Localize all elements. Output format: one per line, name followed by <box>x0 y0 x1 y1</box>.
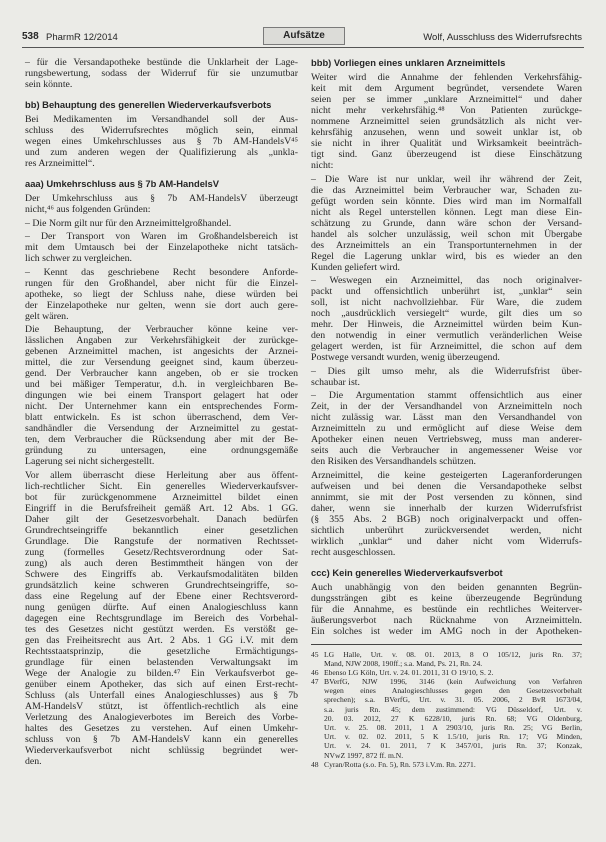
text-line: schaubar ist. <box>311 376 360 388</box>
text-line: – Weswegen ein Arzneimittel, das noch originalver- <box>311 275 582 286</box>
text-line: schluss von § 7b AM-HandelsV kann ein generelles <box>25 733 298 745</box>
text-line: sein könnte. <box>25 79 73 90</box>
paragraph <box>311 366 582 388</box>
text-line: tigt sind. Ganz überzeugend ist diese Einschätzung <box>311 149 582 160</box>
text-line: den Risiken des Versandhandels schützen. <box>311 456 476 467</box>
paragraph <box>311 72 582 171</box>
footnote-line: wegen eines Analogieschlusses gegen den Gesetzesvorbehalt <box>324 686 582 696</box>
text-line: Der Umkehrschluss aus § 7b AM-HandelsV überzeugt <box>25 193 298 204</box>
text-line: seits auch die Verbraucher in angemessener Weise vor <box>311 445 582 456</box>
text-line: haltes des Gesetzes zu verstehen. Auf einen Umkehr- <box>25 722 298 734</box>
text-line: gen das Freiheitsrecht aus Art. 2 Abs. 1 GG i.V. mit dem <box>25 634 298 646</box>
text-line: dass eine Regelung auf der Ebene einer Rechtsverord- <box>25 590 298 602</box>
text-line: gefügt worden sein könnte. Dies wird man im Normalfall <box>311 195 582 207</box>
text-line: dagegen eine Rechtsgrundlage im Bereich des Vorbehal- <box>25 612 298 624</box>
text-line: Ein solches ist weder im AMG noch in der Apotheken- <box>311 625 582 637</box>
text-line: schluss des Widerrufsrechtes möglich sein, einmal <box>25 125 298 136</box>
text-line: wegen eines Umkehrschlusses aus § 7b AM-HandelsV⁴⁵ <box>25 136 298 147</box>
section-label: Aufsätze <box>263 27 345 45</box>
text-line: blatt entwickeln. Es ist schon überraschend, dem Ver- <box>25 412 298 423</box>
footnote <box>311 668 582 677</box>
text-line: zung) als auch deren Bestimmtheit hängen von der <box>25 557 298 569</box>
text-line: gelagert werden, ist für Arzneimittel, die schon auf dem <box>311 341 582 352</box>
text-line: Eingriff in die Berufsfreiheit gemäß Art. 12 Abs. 1 GG. <box>25 502 298 514</box>
text-line: für die Annahme, es bestünde ein rechtliches Weiterver- <box>311 603 582 615</box>
text-line: nicht mehr verkehrsfähig.⁴⁸ Von Patienten zurückge- <box>311 105 582 116</box>
text-line: Weiter wird die Annahme der fehlenden Verkehrsfähig- <box>311 72 582 83</box>
text-line: dingungen wie bei einem Transport gelagert hat oder <box>25 390 298 401</box>
text-line: gründung zu untersagen, eine ordnungsgemäße <box>25 445 298 456</box>
paragraph <box>25 267 298 322</box>
text-line: Zeit, in der der Versandhandel von Arzneimitteln noch <box>311 401 582 412</box>
footnote-line: BVerfG, NJW 1996, 3146 (kein Aufweichung von Verfahren <box>324 677 582 687</box>
footnote-number: 46 <box>311 667 319 677</box>
text-line: genüber einem Apotheker, das sich auf einen Erst-recht- <box>25 678 298 690</box>
text-line: dungssträngen gibt es keine überzeugende Begründung <box>311 592 582 604</box>
paragraph <box>311 390 582 467</box>
text-line: zung (formelles Gesetz/Rechtsverordnung oder Sat- <box>25 546 298 558</box>
text-line: Postwege versandt wurden, wenig überzeugend. <box>311 352 500 363</box>
footnote-text <box>324 760 582 769</box>
footnote-number: 48 <box>311 759 319 769</box>
text-line: Wiederverkaufsverbot nicht schlüssig begründet wer- <box>25 744 298 756</box>
paragraph <box>25 57 298 90</box>
footnote-line: LG Halle, Urt. v. 08. 01. 2013, 8 O 105/12, juris Rn. 37; <box>324 649 582 659</box>
footnote-number: 47 <box>311 677 319 687</box>
text-line: ten, dem Verbraucher die Rücksendung aber mit der Be- <box>25 434 298 445</box>
footnote-line: 20. 03. 2012, 27 K 6228/10, juris Rn. 68; VG Oldenburg, <box>324 713 582 723</box>
paragraph <box>25 114 298 169</box>
text-line: Schwere des Eingriffs ab. Verkaufsmodalitäten bilden <box>25 568 298 580</box>
text-line: mehr. Der Hinweis, die Arzneimittel würden beim Kun- <box>311 319 582 330</box>
text-line: daher, wenn sie innerhalb der kurzen Widerrufsfrist <box>311 502 582 514</box>
header-rule <box>22 47 584 48</box>
text-line: seien per se immer „unklare Arzneimittel“ und daher <box>311 94 582 105</box>
text-line: apotheke, so liegt der Schluss nahe, diese würden bei <box>25 288 298 300</box>
text-line: die das Arzneimittel beim Verbraucher war, Schaden zu- <box>311 184 582 196</box>
running-title: Wolf, Ausschluss des Widerrufsrechts <box>423 32 582 43</box>
text-line: gelt wären. <box>25 310 69 322</box>
text-line: nicht. Der Unternehmer kann ein entsprechendes Form- <box>25 401 298 412</box>
text-line: grundsätzlich keine schweren Grundrechtseingriffe, so- <box>25 579 298 591</box>
text-line: sichtlich unberührt zurückversendet werden, nicht <box>311 524 582 536</box>
text-line: sie nicht in ihrer Qualität und Wirksamkeit beeinträch- <box>311 138 582 149</box>
text-line: mit dem Umtausch bei der Einzelapotheke nicht tatsäch- <box>25 242 298 253</box>
text-line: Arzneimitteln zu und ermöglicht auf diese Weise dem <box>311 423 582 434</box>
footnote-line: NVwZ 1997, 872 ff. m.N. <box>324 750 404 760</box>
text-line: Lagerung sei nicht sichergestellt. <box>25 456 155 467</box>
text-line: äußerungsverbot nach Rücknahme von Arzneimitteln. <box>311 614 582 626</box>
footnote <box>311 677 582 760</box>
text-line: Grundrechtseingriffe bekanntlich einer gesetzlichen <box>25 524 298 536</box>
text-line: Verletzung des Analogieverbotes im Bereich des Vorbe- <box>25 711 298 723</box>
text-line: nicht,⁴⁶ aus folgenden Gründen: <box>25 204 151 215</box>
text-line: grundlage für einen belastenden Verwaltungsakt im <box>25 656 298 668</box>
footnote-line: Urt. v. 24. 01. 2011, 7 K 3457/01, juris Rn. 37; Konzak, <box>324 741 582 751</box>
text-line: nicht: <box>311 160 334 171</box>
text-line: – Der Transport von Waren im Großhandelsbereich ist <box>25 231 298 242</box>
text-line: Bei Medikamenten im Versandhandel soll der Aus- <box>25 114 298 125</box>
section-heading: aaa) Umkehrschluss aus § 7b AM-HandelsV <box>25 178 219 189</box>
section-heading: ccc) Kein generelles Wiederverkaufsverbot <box>311 566 503 578</box>
footnote-number: 45 <box>311 649 319 659</box>
text-line: handel als solcher unzulässig, weil schon mit Übergabe <box>311 228 582 240</box>
paragraph <box>311 470 582 558</box>
text-line: Daher gilt der Gesetzesvorbehalt. Danach bedürfen <box>25 513 298 525</box>
text-line: Auch unabhängig von den beiden genannten Begrün- <box>311 581 582 593</box>
text-line: AM-HandelsV stützt, ist öffentlich-rechtlich als eine <box>25 700 298 712</box>
text-line: kehrsfähig anzusehen, wenn und soweit unklar ist, ob <box>311 127 582 138</box>
text-line: – für die Versandapotheke bestünde die Unklarheit der Lage- <box>25 57 298 68</box>
text-line: – Dies gilt umso mehr, als die Widerrufsfrist über- <box>311 365 582 377</box>
text-line: – Die Norm gilt nur für den Arzneimittelgroßhandel. <box>25 217 232 229</box>
text-line: annimmt, sie mit der Post versenden zu können, sind <box>311 491 582 503</box>
text-line: Kunden geliefert wird. <box>311 261 400 273</box>
paragraph <box>25 218 298 229</box>
text-line: Schluss (als Unterfall eines Analogieschlusses) aus § 7b <box>25 689 298 701</box>
footnote-line: Mand, NJW 2008, 190ff.; s.a. Mand, Ps. 21, Rn. 24. <box>324 658 483 668</box>
text-line: und zum anderen wegen der Qualifizierung als „unkla- <box>25 147 298 158</box>
right-column <box>311 57 582 769</box>
text-line: Rechtsstaatsprinzip, die gesetzliche Ermächtigungs- <box>25 645 298 657</box>
footnote-line: Urt. v. 25. 08. 2011, 1 A 2903/10, juris Rn. 25; VG Berlin, <box>324 723 582 733</box>
text-line: lässlichen Angaben zur Verkehrsfähigkeit der zurückge- <box>25 335 298 346</box>
text-line: Regel die Lagerung unklar wird, bis es wieder an den <box>311 250 582 262</box>
text-line: rungsbewertung, sodass der Widerruf für sie unzumutbar <box>25 68 298 79</box>
section-heading: bb) Behauptung des generellen Wiederverkaufsverbots <box>25 99 272 110</box>
text-line: Die Behauptung, der Verbraucher könne keine ver- <box>25 324 298 335</box>
text-line: – Kennt das geschriebene Recht besondere Anforde- <box>25 266 298 278</box>
text-line: wirklich „unklar“ und daher nicht vom Widerrufs- <box>311 535 582 547</box>
text-line: (§ 355 Abs. 2 BGB) noch originalverpackt und offen- <box>311 513 582 525</box>
text-line: den. <box>25 755 42 767</box>
footnote-line: Ebenso LG Köln, Urt. v. 24. 01. 2011, 31 O 19/10, S. 2. <box>324 667 494 677</box>
text-line: gebenen Arzneimittel machen, ist angesichts der Arznei- <box>25 346 298 357</box>
text-line: gend. Der Verbraucher kann angeben, ob er sie trocken <box>25 368 298 379</box>
text-line: Wege der Analogie zu bilden.⁴⁷ Ein Verkaufsverbot ge- <box>25 667 298 679</box>
text-line: der Einzelapotheke nur gelten, wenn sie dort auch gere- <box>25 299 298 311</box>
text-line: sandhändler die Versendung der Arzneimittel zu gestat- <box>25 423 298 434</box>
footnote <box>311 760 582 769</box>
footnote-text <box>324 650 582 668</box>
text-line: des Arzneimittels an ein Transportunternehmen in der <box>311 239 582 251</box>
footnote-line: Cyran/Rotta (s.o. Fn. 5), Rn. 573 i.V.m. Rn. 2271. <box>324 759 476 769</box>
footnote <box>311 650 582 668</box>
text-line: tes des Gesetzes nicht gestützt werden. Es verstößt ge- <box>25 623 298 635</box>
page-number: 538 <box>22 31 39 42</box>
text-line: rungen für den Großhandel, aber nicht für die Einzel- <box>25 277 298 289</box>
left-column <box>25 57 298 769</box>
text-line: keit mit dem Argument begründet, versendete Waren <box>311 83 582 94</box>
text-line: nommene Arzneimittel seien grundsätzlich als nicht ver- <box>311 116 582 127</box>
text-line: soll, ist nicht nachvollziehbar. Für Ware, die zudem <box>311 297 582 308</box>
text-line: packt und offensichtlich unberührt ist, „unklar“ sein <box>311 286 582 297</box>
text-line: res Arzneimittel“. <box>25 158 95 169</box>
section-heading: bbb) Vorliegen eines unklaren Arzneimittels <box>311 57 506 68</box>
text-line: schätzung zu Grunde, dann wäre schon der Versand- <box>311 217 582 229</box>
text-line: – Die Ware ist nur unklar, weil ihr während der Zeit, <box>311 173 582 185</box>
footnote-line: sprechen); s.a. BVerfG, Urt. v. 31. 05. 2006, 2 BvR 1673/04, <box>324 695 582 705</box>
text-line: Arzneimittel, die keine gesteigerten Lageranforderungen <box>311 469 582 481</box>
text-line: lich schwer zu vergleichen. <box>25 253 132 264</box>
paragraph <box>311 582 582 637</box>
footnote-text <box>324 677 582 760</box>
footnote-text <box>324 668 582 677</box>
paragraph <box>311 174 582 273</box>
text-line: und bei mäßiger Temperatur, d.h. in vergleichbaren Be- <box>25 379 298 390</box>
paragraph <box>25 231 298 264</box>
paragraph <box>25 470 298 767</box>
text-line: Vor allem überrascht diese Herleitung aber aus öffent- <box>25 469 298 481</box>
text-line: lich-rechtlicher Sicht. Ein generelles Wiederverkaufsver- <box>25 480 298 492</box>
text-line: nicht als Regel unterstellen können. Legt man diese Ein- <box>311 206 582 218</box>
text-line: nung genügen dürfte. Auf einen Analogieschluss kann <box>25 601 298 613</box>
paragraph <box>25 193 298 215</box>
text-line: noch „ausdrücklich versiegelt“ wurde, gilt dies um so <box>311 308 582 319</box>
text-line: nicht zulässig war. Lässt man den Versandhandel von <box>311 412 582 423</box>
footnotes <box>311 644 582 769</box>
text-line: Grundlage. Die Rangstufe der normativen Rechtsset- <box>25 535 298 547</box>
paragraph <box>25 324 298 467</box>
text-line: aufweisen und bei denen die Versandapotheke selbst <box>311 480 582 492</box>
text-line: bot für zurückgenommene Arzneimittel bildet einen <box>25 491 298 503</box>
journal-issue: PharmR 12/2014 <box>46 32 118 43</box>
text-line: recht ausgeschlossen. <box>311 546 396 558</box>
text-line: den notwendig in einer vermutlich veränderlichen Weise <box>311 330 582 341</box>
text-line: Apotheker einen neuen Vertriebsweg, muss man anderer- <box>311 434 582 445</box>
footnote-line: Urt. v. 02. 02. 2011, 5 K 1.5/10, juris Rn. 17; VG Minden, <box>324 732 582 742</box>
text-line: mittel, die zur Versendung geeignet sind, kaum überzeu- <box>25 357 298 368</box>
paragraph <box>311 275 582 363</box>
text-line: – Die Argumentation stammt offensichtlich aus einer <box>311 390 582 401</box>
footnote-line: s.a. juris Rn. 45; dem zustimmend: VG Düsseldorf, Urt. v. <box>324 704 582 714</box>
